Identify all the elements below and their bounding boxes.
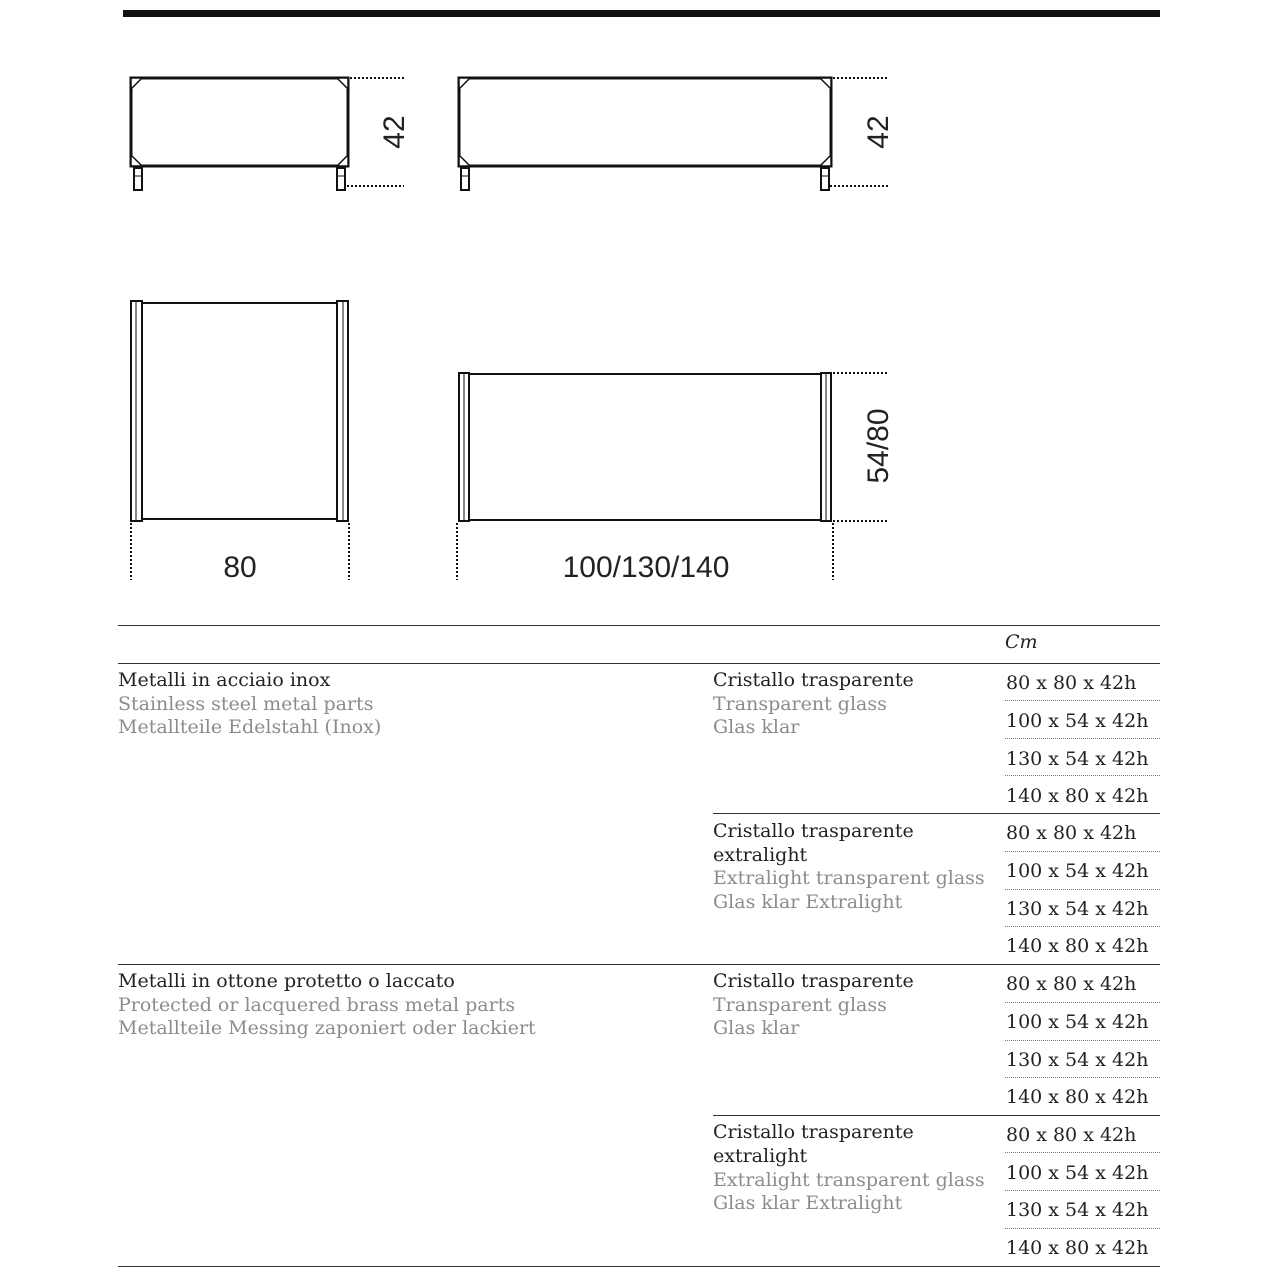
size-separator — [1005, 926, 1160, 927]
table-header-rule — [118, 663, 1160, 664]
top-view-rect-table — [457, 373, 888, 580]
size-value: 130 x 54 x 42h — [1006, 1049, 1149, 1071]
technical-drawings — [0, 0, 1280, 620]
size-value: 140 x 80 x 42h — [1006, 1086, 1149, 1108]
top-view-square-table — [131, 301, 349, 580]
size-separator — [1005, 700, 1160, 701]
size-value: 100 x 54 x 42h — [1006, 1162, 1149, 1184]
glass-type-it: Cristallo trasparente — [713, 820, 914, 842]
glass-type-en: Transparent glass — [713, 994, 887, 1016]
size-value: 80 x 80 x 42h — [1006, 1124, 1137, 1146]
size-value: 130 x 54 x 42h — [1006, 1199, 1149, 1221]
size-value: 100 x 54 x 42h — [1006, 710, 1149, 732]
size-separator — [1005, 1152, 1160, 1153]
size-separator — [1005, 851, 1160, 852]
height-dimension-rect: 42 — [862, 115, 895, 149]
glass-type-en: Extralight transparent glass — [713, 867, 985, 889]
glass-type-it: Cristallo trasparente — [713, 970, 914, 992]
size-separator — [1005, 1040, 1160, 1041]
glass-type-de: Glas klar — [713, 716, 800, 738]
metal-group-rule — [118, 964, 1160, 965]
size-separator — [1005, 1228, 1160, 1229]
metal-finish-en: Protected or lacquered brass metal parts — [118, 994, 516, 1016]
size-separator — [1005, 1077, 1160, 1078]
unit-label: Cm — [1005, 631, 1038, 653]
front-view-rect-table — [459, 78, 888, 190]
size-value: 140 x 80 x 42h — [1006, 785, 1149, 807]
glass-type-it: Cristallo trasparente — [713, 669, 914, 691]
glass-type-en: Extralight transparent glass — [713, 1169, 985, 1191]
glass-type-it-cont: extralight — [713, 844, 808, 866]
glass-type-de: Glas klar — [713, 1017, 800, 1039]
size-value: 100 x 54 x 42h — [1006, 1011, 1149, 1033]
size-value: 140 x 80 x 42h — [1006, 1237, 1149, 1259]
size-separator — [1005, 775, 1160, 776]
size-separator — [1005, 1190, 1160, 1191]
size-separator — [1005, 889, 1160, 890]
metal-finish-en: Stainless steel metal parts — [118, 693, 374, 715]
size-value: 80 x 80 x 42h — [1006, 672, 1137, 694]
size-value: 100 x 54 x 42h — [1006, 860, 1149, 882]
metal-finish-de: Metallteile Edelstahl (Inox) — [118, 716, 382, 738]
size-value: 140 x 80 x 42h — [1006, 935, 1149, 957]
width-dimension-rect: 100/130/140 — [562, 551, 730, 584]
size-separator — [1005, 1002, 1160, 1003]
metal-finish-de: Metallteile Messing zaponiert oder lackiert — [118, 1017, 536, 1039]
size-value: 80 x 80 x 42h — [1006, 973, 1137, 995]
table-bottom-rule — [118, 1266, 1160, 1267]
size-value: 80 x 80 x 42h — [1006, 822, 1137, 844]
size-value: 130 x 54 x 42h — [1006, 748, 1149, 770]
glass-type-de: Glas klar Extralight — [713, 1192, 903, 1214]
size-value: 130 x 54 x 42h — [1006, 898, 1149, 920]
glass-type-en: Transparent glass — [713, 693, 887, 715]
glass-type-it-cont: extralight — [713, 1145, 808, 1167]
glass-type-de: Glas klar Extralight — [713, 891, 903, 913]
glass-type-it: Cristallo trasparente — [713, 1121, 914, 1143]
glass-group-rule — [713, 1115, 1160, 1116]
depth-dimension-rect: 54/80 — [862, 408, 895, 484]
front-view-square-table — [131, 78, 404, 190]
metal-finish-it: Metalli in acciaio inox — [118, 669, 331, 691]
width-dimension-square: 80 — [223, 551, 257, 584]
height-dimension-square: 42 — [378, 115, 411, 149]
size-separator — [1005, 738, 1160, 739]
table-top-rule — [118, 625, 1160, 626]
metal-finish-it: Metalli in ottone protetto o laccato — [118, 970, 455, 992]
glass-group-rule — [713, 813, 1160, 814]
